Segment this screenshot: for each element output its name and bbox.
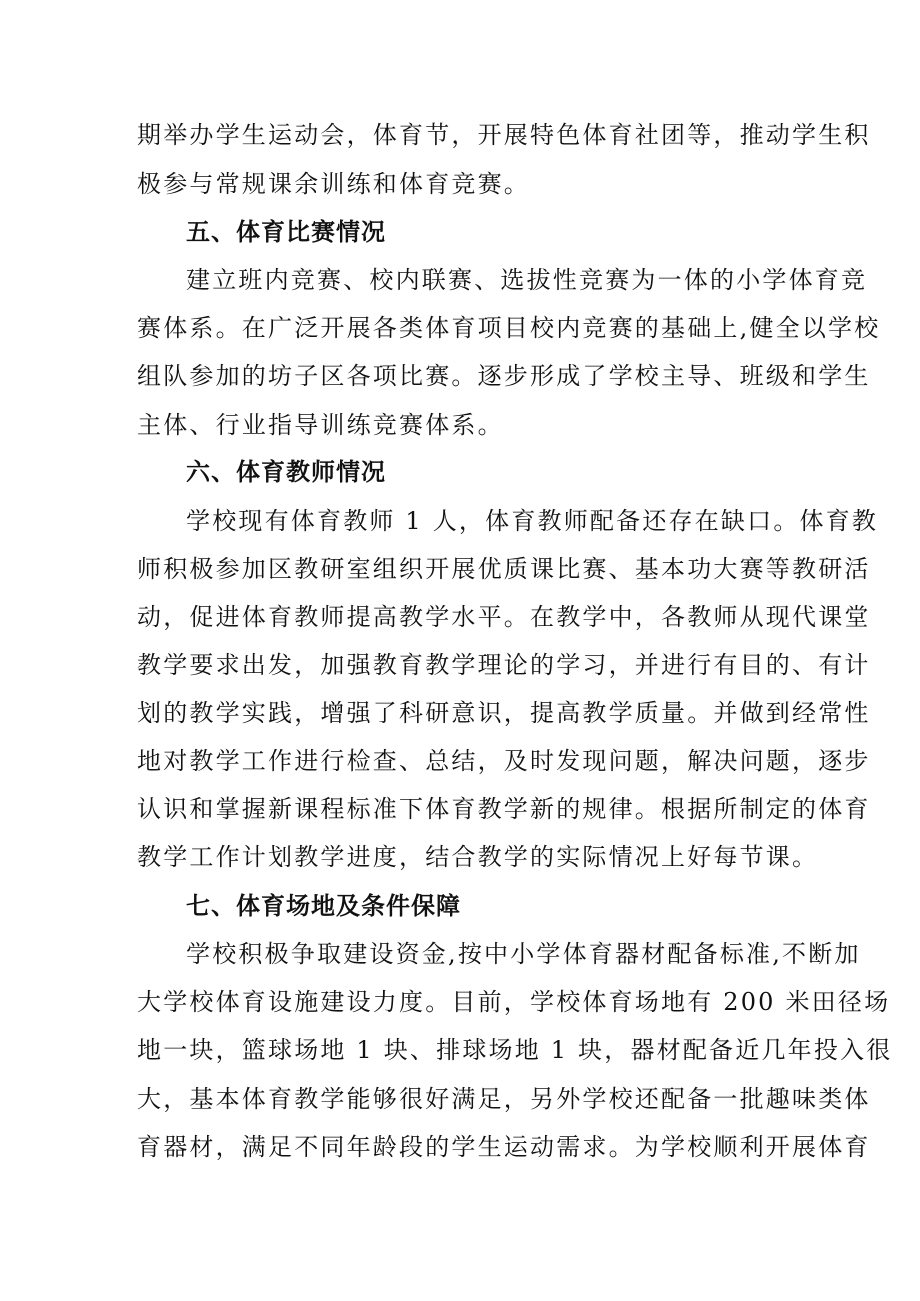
text-line: 赛体系。在广泛开展各类体育项目校内竞赛的基础上,健全以学校	[137, 314, 881, 342]
text-line: 主体、行业指导训练竞赛体系。	[137, 411, 504, 439]
text-line: 师积极参加区教研室组织开展优质课比赛、基本功大赛等教研活	[137, 555, 871, 583]
text-line: 动，促进体育教师提高教学水平。在教学中，各教师从现代课堂	[137, 603, 871, 631]
text-line: 期举办学生运动会，体育节，开展特色体育社团等，推动学生积	[137, 121, 871, 149]
text-line: 极参与常规课余训练和体育竞赛。	[137, 170, 530, 198]
text-line: 育器材，满足不同年龄段的学生运动需求。为学校顺利开展体育	[137, 1133, 871, 1161]
text-line: 教学工作计划教学进度，结合教学的实际情况上好每节课。	[137, 843, 819, 871]
text-line: 组队参加的坊子区各项比赛。逐步形成了学校主导、班级和学生	[137, 362, 871, 390]
section-heading-5: 五、体育比赛情况	[186, 218, 386, 246]
section-heading-6: 六、体育教师情况	[186, 458, 386, 486]
text-line: 教学要求出发，加强教育教学理论的学习，并进行有目的、有计	[137, 651, 871, 679]
section-heading-7: 七、体育场地及条件保障	[186, 892, 461, 920]
text-line: 划的教学实践，增强了科研意识，提高教学质量。并做到经常性	[137, 699, 871, 727]
text-line: 大，基本体育教学能够很好满足，另外学校还配备一批趣味类体	[137, 1085, 871, 1113]
text-line: 学校积极争取建设资金,按中小学体育器材配备标准,不断加	[186, 940, 861, 968]
text-line: 地对教学工作进行检查、总结，及时发现问题，解决问题，逐步	[137, 747, 871, 775]
text-line: 认识和掌握新课程标准下体育教学新的规律。根据所制定的体育	[137, 795, 871, 823]
text-line: 建立班内竞赛、校内联赛、选拔性竞赛为一体的小学体育竞	[186, 266, 868, 294]
text-line: 地一块，篮球场地 1 块、排球场地 1 块，器材配备近几年投入很	[137, 1036, 893, 1064]
text-line: 大学校体育设施建设力度。目前，学校体育场地有 200 米田径场	[137, 988, 891, 1016]
text-line: 学校现有体育教师 1 人，体育教师配备还存在缺口。体育教	[186, 507, 879, 535]
